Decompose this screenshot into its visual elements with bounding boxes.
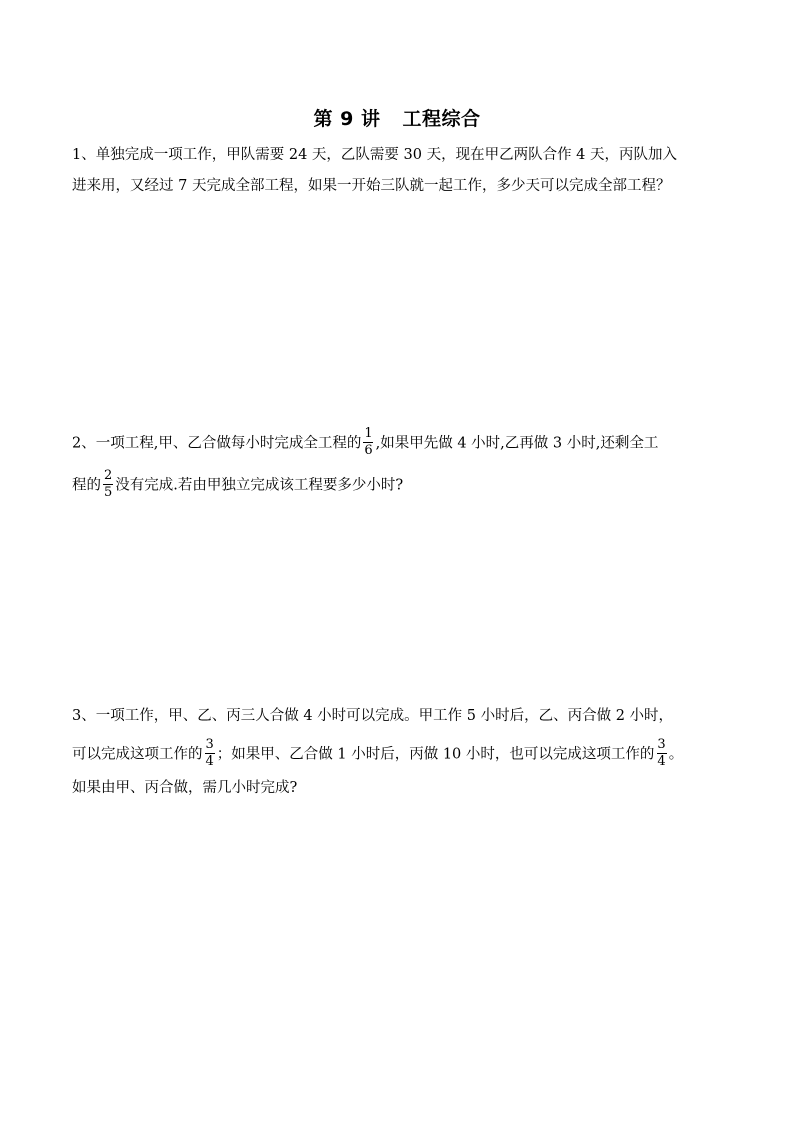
problem-3-text-1: 一项工作，甲、乙、丙三人合做 4 小时可以完成。甲工作 5 小时后，乙、丙合做 2 小时， [95,708,674,724]
problem-3-text-2c: 。 [668,746,684,763]
problem-3-line-1 [72,706,673,726]
problem-3-line-2 [72,739,683,770]
fraction-numerator: 2 [104,468,113,483]
problem-2-text-1a: 一项工程,甲、乙合做每小时完成全工程的 [95,435,362,452]
lesson-number: 第 9 讲 [313,108,381,130]
fraction-denominator: 6 [364,443,373,458]
problem-2-text-1b: ,如果甲先做 4 小时,乙再做 3 小时,还剩全工 [375,435,659,452]
problem-3-text-2a: 可以完成这项工作的 [72,746,203,763]
problem-2-line-1 [72,428,658,459]
problem-1-line-2 [72,176,670,196]
fraction-numerator: 3 [205,737,214,752]
problem-1-text-1: 单独完成一项工作，甲队需要 24 天，乙队需要 30 天，现在甲乙两队合作 4 天，丙队加入 [95,147,678,163]
problem-3-line-3 [72,778,297,798]
problem-1-number: 1、 [72,147,96,163]
problem-1-text-2: 进来用，又经过 7 天完成全部工程，如果一开始三队就一起工作，多少天可以完成全部工程？ [72,178,671,194]
fraction-three-quarters [205,738,215,769]
fraction-two-fifths [103,469,113,500]
fraction-denominator: 5 [104,485,113,500]
problem-2-number: 2、 [72,435,96,452]
problem-2-text-2b: 没有完成.若由甲独立完成该工程要多少小时? [115,477,404,494]
problem-3-number: 3、 [72,708,96,724]
problem-2-text-2a: 程的 [72,477,101,494]
problem-3-text-3: 如果由甲、丙合做，需几小时完成? [72,780,298,796]
problem-3-text-2b: ；如果甲、乙合做 1 小时后，丙做 10 小时，也可以完成这项工作的 [216,746,655,763]
fraction-numerator: 3 [657,737,666,752]
fraction-denominator: 4 [657,754,666,769]
lesson-topic: 工程综合 [402,108,481,130]
fraction-numerator: 1 [364,426,373,441]
problem-1-line-1 [72,145,677,165]
fraction-one-sixth [363,427,373,458]
fraction-three-quarters [656,738,666,769]
problem-2-line-2 [72,470,403,501]
fraction-denominator: 4 [205,754,214,769]
page-title [0,104,794,131]
